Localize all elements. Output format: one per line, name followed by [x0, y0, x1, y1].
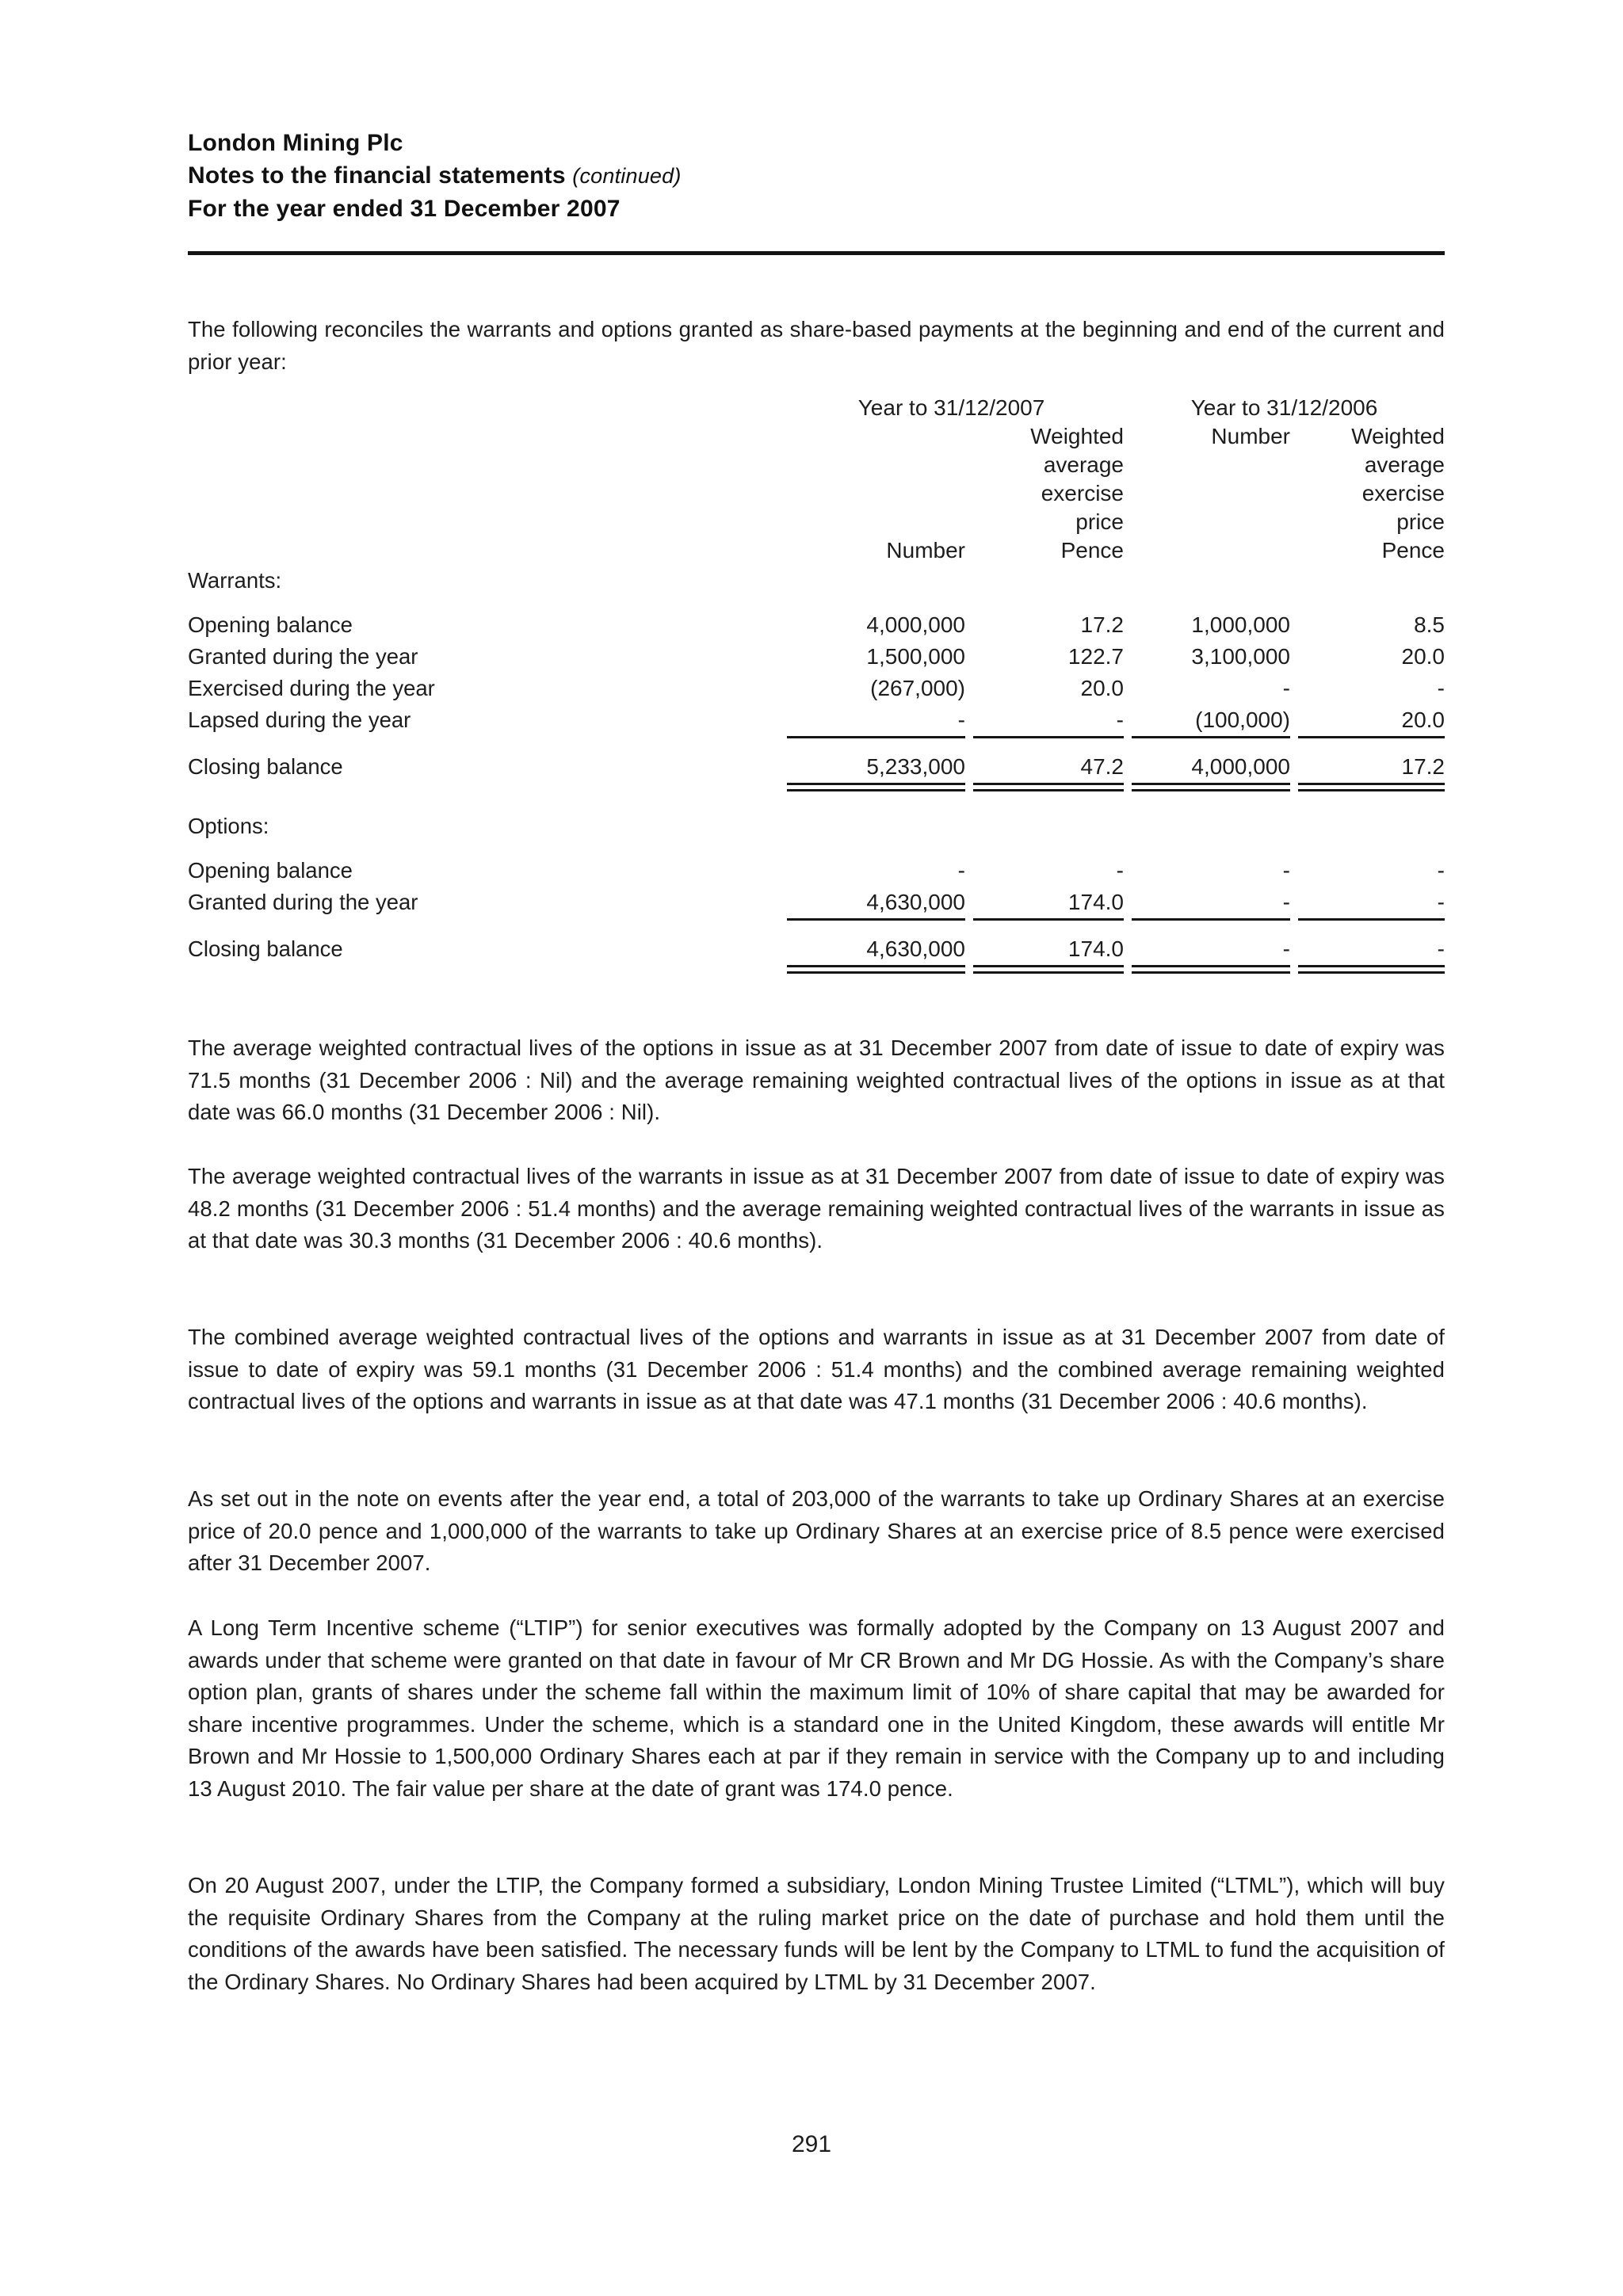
row-label-total: Closing balance: [188, 754, 343, 779]
col-header-weighted-2: Weighted: [1351, 424, 1445, 448]
total-double-rule-row: [188, 783, 1445, 791]
total-number-2007: 5,233,000: [866, 754, 965, 779]
total-price-2006: 17.2: [1401, 754, 1445, 779]
table-row: [188, 887, 1445, 918]
col-header-number-2006-text: Number: [1211, 424, 1290, 448]
row-label: Lapsed during the year: [188, 707, 411, 732]
spacer: [188, 791, 1445, 810]
row-label: Granted during the year: [188, 890, 418, 914]
spacer: [188, 842, 1445, 855]
table-row: [188, 855, 1445, 887]
col-header-exercise: exercise: [1041, 481, 1124, 505]
table-row: [188, 641, 1445, 673]
col-header-number-2007: Number: [886, 538, 965, 563]
year-header-2006: Year to 31/12/2006: [1190, 395, 1378, 420]
spacer-row: [188, 791, 1445, 810]
cell-number-2007: -: [957, 858, 965, 883]
intro-paragraph: The following reconciles the warrants and options granted as share-based payments at the beginning and end of the current and prior year:: [188, 317, 1445, 374]
table-year-header-row: [188, 394, 1445, 422]
double-rule-price-2006: [1290, 783, 1445, 791]
cell-number-2007: 4,000,000: [866, 612, 965, 637]
col-header-pence-2: Pence: [1381, 538, 1445, 563]
table-row: [188, 673, 1445, 704]
cell-number-2006: 3,100,000: [1191, 644, 1290, 669]
col-header-average-2: average: [1364, 452, 1445, 477]
paragraph-combined-lives: The combined average weighted contractual lives of the options and warrants in issue as at 31 December 2007 from date of issue to date of expiry was 59.1 months (31 December 2006 : 51.4 months) and the combined average remaining weighted contractual lives of the options and warrants in issue as at that date was 47.1 months (31 December 2006 : 40.6 months).: [188, 1325, 1445, 1413]
paragraph-options-lives: The average weighted contractual lives of the options in issue as at 31 December 2007 from date of issue to date of expiry was 71.5 months (31 December 2006 : Nil) and the average remaining weighted contractual lives of the options in issue as at that date was 66.0 months (31 December 2006 : Nil).: [188, 1035, 1445, 1124]
spacer: [188, 738, 1445, 751]
total-price-2006: -: [1437, 936, 1445, 961]
col-header-price-2007: [965, 422, 1124, 565]
cell-price-2007: -: [1116, 707, 1124, 732]
cell-number-2007: (267,000): [870, 676, 965, 700]
paragraph-warrants-lives: The average weighted contractual lives of the warrants in issue as at 31 December 2007 from date of issue to date of expiry was 48.2 months (31 December 2006 : 51.4 months) and the average remaining weighted contractual lives of the warrants in issue as at that date was 30.3 months (31 December 2006 : 40.6 months).: [188, 1164, 1445, 1253]
col-header-price-2006: [1290, 422, 1445, 565]
cell-price-2007: 174.0: [1067, 890, 1124, 914]
spacer-row: [188, 597, 1445, 609]
double-rule-number-2007: [779, 965, 965, 974]
section-title-row-options: [188, 810, 1445, 842]
total-number-2007: 4,630,000: [866, 936, 965, 961]
total-price-2007: 174.0: [1067, 936, 1124, 961]
cell-price-2007: -: [1116, 858, 1124, 883]
total-number-2006: 4,000,000: [1191, 754, 1290, 779]
warrants-options-table: [188, 394, 1445, 974]
table-subheader-row: [188, 422, 1445, 565]
row-label: Exercised during the year: [188, 676, 435, 700]
period-line: For the year ended 31 December 2007: [188, 196, 621, 222]
double-rule-number-2006: [1124, 783, 1290, 791]
cell-price-2006: 20.0: [1401, 644, 1445, 669]
cell-price-2006: -: [1437, 676, 1445, 700]
cell-number-2007: -: [957, 707, 965, 732]
page-number: 291: [791, 2131, 832, 2157]
col-header-pence: Pence: [1060, 538, 1124, 563]
table-total-row: [188, 751, 1445, 783]
cell-number-2006: (100,000): [1195, 707, 1290, 732]
row-label-total: Closing balance: [188, 936, 343, 961]
table-row: [188, 704, 1445, 736]
table-row: [188, 609, 1445, 641]
total-double-rule-row: [188, 965, 1445, 974]
col-header-number-2006: [1124, 422, 1290, 565]
company-name: London Mining Plc: [188, 130, 403, 156]
cell-price-2007: 122.7: [1067, 644, 1124, 669]
paragraph-ltip-scheme: A Long Term Incentive scheme (“LTIP”) for senior executives was formally adopted by the Company on 13 August 2007 and awards under that scheme were granted on that date in favour of Mr CR Brown and Mr DG Hossie. As with the Company’s share option plan, grants of shares under the scheme fall within the maximum limit of 10% of share capital that may be awarded for share incentive programmes. Under the scheme, which is a standard one in the United Kingdom, these awards will entitle Mr Brown and Mr Hossie to 1,500,000 Ordinary Shares each at par if they remain in service with the Company up to and including 13 August 2010. The fair value per share at the date of grant was 174.0 pence.: [188, 1615, 1445, 1801]
col-header-price-2: price: [1396, 509, 1445, 534]
notes-title-line: [188, 159, 1448, 193]
empty-cell: [188, 783, 779, 791]
spacer-row: [188, 842, 1445, 855]
paragraph-ltml-subsidiary: On 20 August 2007, under the LTIP, the Company formed a subsidiary, London Mining Trustee Limited (“LTML”), which will buy the requisite Ordinary Shares from the Company at the ruling market price on the date of purchase and hold them until the conditions of the awards have been satisfied. The necessary funds will be lent by the Company to LTML to fund the acquisition of the Ordinary Shares. No Ordinary Shares had been acquired by LTML by 31 December 2007.: [188, 1873, 1445, 1994]
row-label: Granted during the year: [188, 644, 418, 669]
cell-number-2007: 1,500,000: [866, 644, 965, 669]
cell-number-2006: 1,000,000: [1191, 612, 1290, 637]
paragraph-post-year-end: As set out in the note on events after the year end, a total of 203,000 of the warrants to take up Ordinary Shares at an exercise price of 20.0 pence and 1,000,000 of the warrants to take up Ordinary Shares at an exercise price of 8.5 pence were exercised after 31 December 2007.: [188, 1486, 1445, 1575]
notes-continued-label: (continued): [572, 164, 682, 188]
empty-cell: [188, 422, 779, 565]
double-rule-number-2007: [779, 783, 965, 791]
cell-price-2006: 20.0: [1401, 707, 1445, 732]
empty-cell: [779, 565, 1445, 597]
col-header-exercise-2: exercise: [1361, 481, 1445, 505]
spacer: [188, 921, 1445, 933]
row-label: Opening balance: [188, 858, 353, 883]
spacer-row: [188, 738, 1445, 751]
double-rule-price-2006: [1290, 965, 1445, 974]
double-rule-number-2006: [1124, 965, 1290, 974]
spacer-row: [188, 921, 1445, 933]
cell-number-2006: -: [1282, 858, 1290, 883]
empty-cell: [188, 965, 779, 974]
col-header-weighted: Weighted: [1030, 424, 1124, 448]
cell-number-2007: 4,630,000: [866, 890, 965, 914]
double-rule-price-2007: [965, 783, 1124, 791]
double-rule-price-2007: [965, 965, 1124, 974]
row-label: Opening balance: [188, 612, 353, 637]
empty-cell: [188, 394, 779, 422]
cell-price-2007: 17.2: [1080, 612, 1124, 637]
total-number-2006: -: [1282, 936, 1290, 961]
document-header: [188, 127, 1448, 225]
section-title-warrants: Warrants:: [188, 568, 282, 593]
header-divider: [188, 251, 1445, 255]
table-total-row: [188, 933, 1445, 965]
total-price-2007: 47.2: [1080, 754, 1124, 779]
notes-title: Notes to the financial statements: [188, 162, 566, 189]
cell-price-2006: -: [1437, 858, 1445, 883]
section-title-row-warrants: [188, 565, 1445, 597]
col-header-price: price: [1075, 509, 1124, 534]
cell-number-2006: -: [1282, 890, 1290, 914]
cell-price-2006: 8.5: [1414, 612, 1445, 637]
cell-number-2006: -: [1282, 676, 1290, 700]
col-header-average: average: [1043, 452, 1124, 477]
spacer: [188, 597, 1445, 609]
empty-cell: [779, 810, 1445, 842]
year-header-2007: Year to 31/12/2007: [857, 395, 1045, 420]
cell-price-2006: -: [1437, 890, 1445, 914]
cell-price-2007: 20.0: [1080, 676, 1124, 700]
section-title-options: Options:: [188, 814, 269, 838]
